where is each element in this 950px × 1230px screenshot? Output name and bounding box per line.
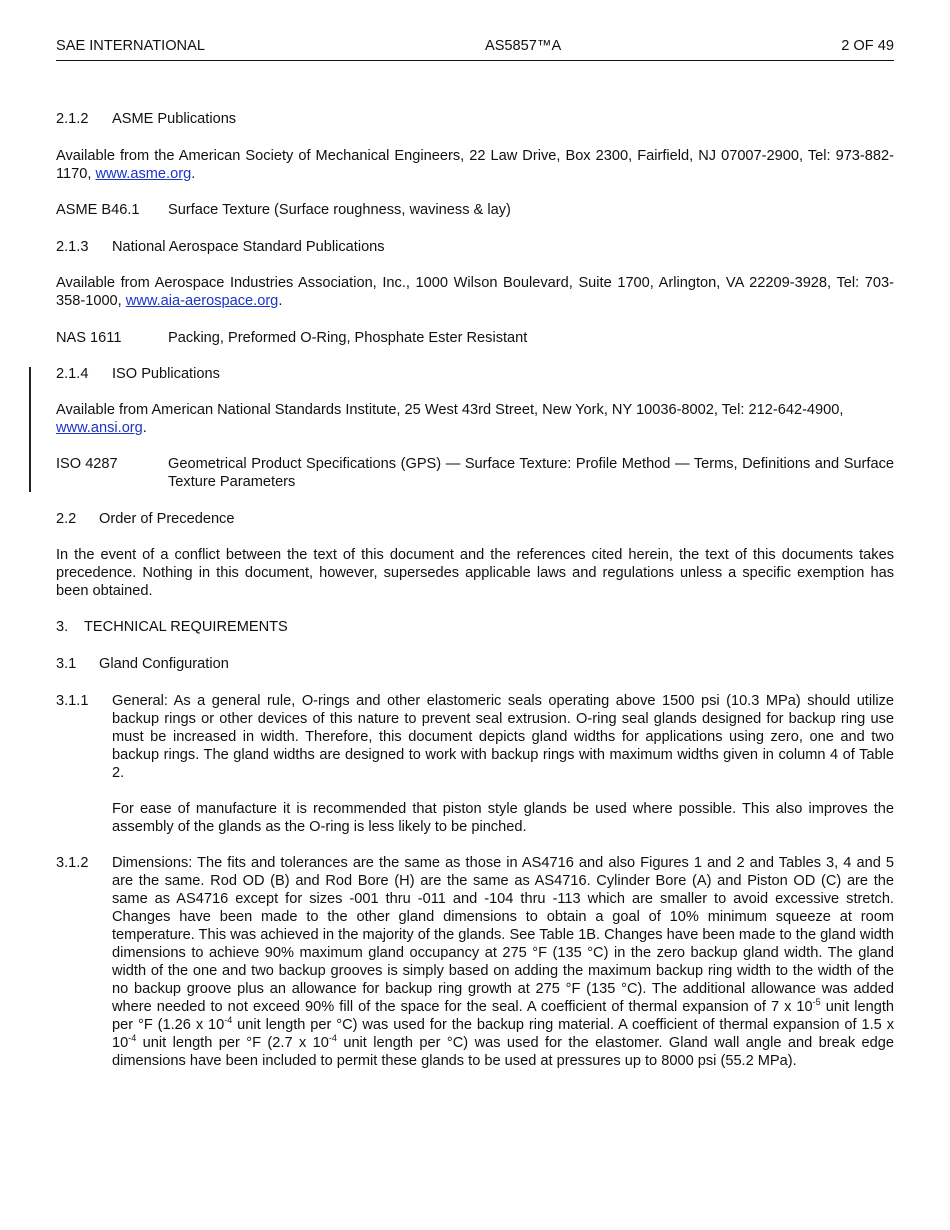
section-3-1-heading: 3.1 Gland Configuration xyxy=(56,656,229,672)
ref-nas-1611: NAS 1611 Packing, Preformed O-Ring, Phosphate Ester Resistant xyxy=(56,330,528,346)
ref-asme-b46-1: ASME B46.1 Surface Texture (Surface roughness, waviness & lay) xyxy=(56,202,511,218)
section-2-1-4-heading: 2.1.4 ISO Publications xyxy=(56,366,220,382)
ansi-link[interactable]: www.ansi.org xyxy=(56,420,143,436)
section-3-1-1: 3.1.1 General: As a general rule, O-rings and other elastomeric seals operating above 1500 psi (10.3 MPa) should utilize backup rings or other devices of this nature to prevent seal extrusion. O-ring seal glands designed for backup ring use must be increased in width. Therefore, this document depicts gland widths for applications using zero, one and two backup rings. The gland widths are designed to work with backup rings with maximum widths given in column 4 of Table 2. For ease of manufacture it is recommended that piston style glands be used where possible. This also improves the assembly of the glands as the O-ring is less likely to be pinched. xyxy=(56,693,894,835)
aia-availability: Available from Aerospace Industries Association, Inc., 1000 Wilson Boulevard, Suite 1700, Arlington, VA 22209-3928, Tel: 703-358-1000, www.aia-aerospace.org. xyxy=(56,275,894,309)
header-org: SAE INTERNATIONAL xyxy=(56,38,205,54)
section-3-1-2: 3.1.2 Dimensions: The fits and tolerances are the same as those in AS4716 and also Figures 1 and 2 and Tables 3, 4 and 5 are the same. Rod OD (B) and Rod Bore (H) are the same as AS4716. Cylinder Bore (A) and Piston OD (C) are the same as AS4716 except for sizes -001 thru -011 and -104 thru -113 which are smaller to avoid excessive stretch. Changes have been made to the other gland dimensions to obtain a goal of 10% minimum squeeze at room temperature. This was achieved in the majority of the glands. See Table 1B. Changes have been made to the gland width dimensions to achieve 90% maximum gland occupancy at 275 °F (135 °C) in the zero backup gland width. The gland width of the one and two backup grooves is simply based on adding the maximum backup ring width to the width of the no backup groove plus an allowance for backup ring growth at 275 °F (135 °C). The additional allowance was added where needed to not exceed 90% fill of the space for the seal. A coefficient of thermal expansion of 7 x $10^{-5}$ unit length per °F (1.26 x $10^{-4}$ unit length per °C) was used for the backup ring material. A coefficient of thermal expansion of 1.5 x $10^{-4}$ unit length per °F (2.7 x $10^{-4}$ unit length per °C) was used for the elastomer. Gland wall angle and break edge dimensions have been included to permit these glands to be used at pressures up to 8000 psi (55.2 MPa). xyxy=(56,855,895,1069)
asme-availability: Available from the American Society of Mechanical Engineers, 22 Law Drive, Box 2300, Fairfield, NJ 07007-2900, Tel: 973-882-1170, www.asme.org. xyxy=(56,148,894,182)
asme-link[interactable]: www.asme.org xyxy=(95,166,192,182)
section-2-1-2-heading: 2.1.2 ASME Publications xyxy=(56,111,237,127)
header-doc-number: AS5857™A xyxy=(484,38,562,54)
ansi-availability: Available from American National Standards Institute, 25 West 43rd Street, New York, NY 10036-8002, Tel: 212-642-4900, www.ansi.org. xyxy=(56,402,844,436)
section-2-2-heading: 2.2 Order of Precedence xyxy=(56,511,235,527)
aia-link[interactable]: www.aia-aerospace.org xyxy=(125,293,279,309)
order-of-precedence-text: In the event of a conflict between the text of this document and the references cited herein, the text of this documents takes precedence. Nothing in this document, however, supersedes applicable laws and regulations unless a specific exemption has been obtained. xyxy=(56,547,894,599)
revision-change-bar xyxy=(29,367,31,492)
ref-iso-4287: ISO 4287 Geometrical Product Specifications (GPS) — Surface Texture: Profile Method — Terms, Definitions and Surface Texture Parameters xyxy=(56,456,894,490)
section-3-heading: 3. TECHNICAL REQUIREMENTS xyxy=(56,619,288,635)
section-2-1-3-heading: 2.1.3 National Aerospace Standard Publications xyxy=(56,239,385,255)
manufacture-paragraph: For ease of manufacture it is recommended that piston style glands be used where possible. This also improves the assembly of the glands as the O-ring is less likely to be pinched. xyxy=(112,801,894,835)
dimensions-paragraph: Dimensions: The fits and tolerances are the same as those in AS4716 and also Figures 1 and 2 and Tables 3, 4 and 5 are the same. Rod OD (B) and Rod Bore (H) are the same as AS4716. Cylinder Bore (A) and Piston OD (C) are the same as AS4716 except for sizes -001 thru -011 and -104 thru -113 which are smaller to avoid excessive stretch. Changes have been made to the other gland dimensions to obtain a goal of 10% minimum squeeze at room temperature. This was achieved in the majority of the glands. See Table 1B. Changes have been made to the gland width dimensions to achieve 90% maximum gland occupancy at 275 °F (135 °C) in the zero backup gland width. The gland width of the one and two backup grooves is simply based on adding the maximum backup ring width to the width of the no backup groove plus an allowance for backup ring growth at 275 °F (135 °C). The additional allowance was added where needed to not exceed 90% fill of the space for the seal. A coefficient of thermal expansion of 7 x $10^{-5}$ unit length per °F (1.26 x $10^{-4}$ unit length per °C) was used for the backup ring material. A coefficient of thermal expansion of 1.5 x $10^{-4}$ unit length per °F (2.7 x $10^{-4}$ unit length per °C) was used for the elastomer. Gland wall angle and break edge dimensions have been included to permit these glands to be used at pressures up to 8000 psi (55.2 MPa). xyxy=(112,855,895,1069)
page-header xyxy=(56,38,894,61)
header-page-number: 2 OF 49 xyxy=(841,38,894,54)
general-paragraph: General: As a general rule, O-rings and other elastomeric seals operating above 1500 psi (10.3 MPa) should utilize backup rings or other devices of this nature to prevent seal extrusion. O-ring seal glands designed for backup ring use must be increased in width. Therefore, this document depicts gland widths for applications using zero, one and two backup rings. The gland widths are designed to work with backup rings with maximum widths given in column 4 of Table 2. xyxy=(112,693,894,781)
